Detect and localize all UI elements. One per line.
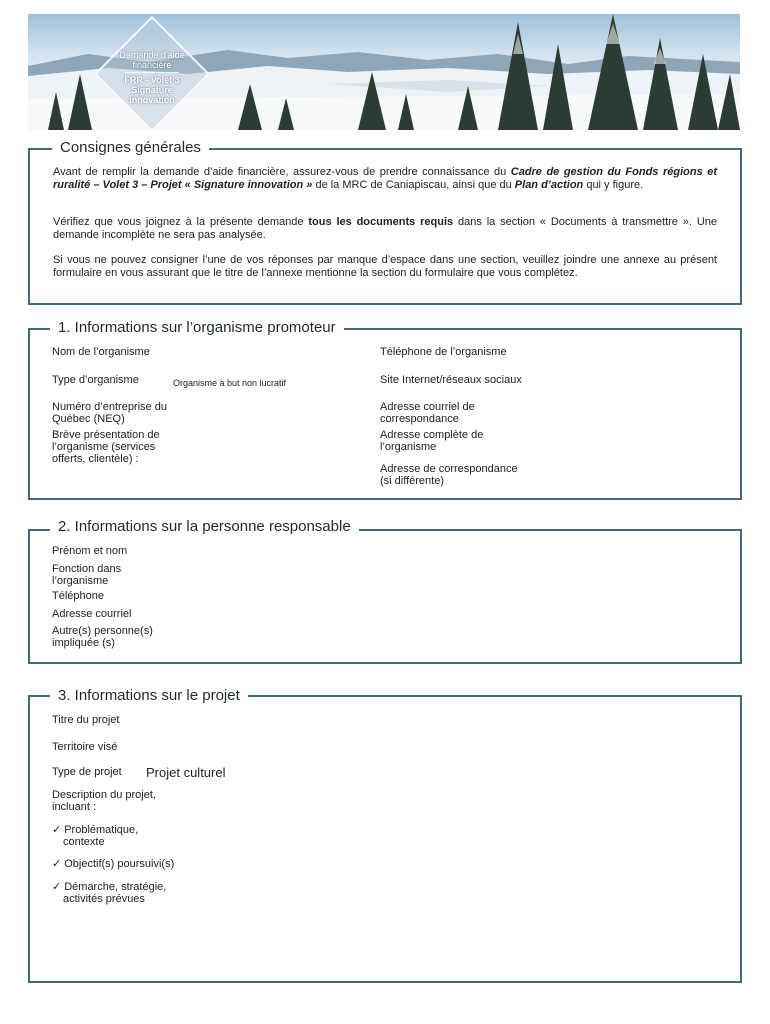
consignes-paragraph-3: Si vous ne pouvez consigner l’une de vos réponses par manque d’espace dans une section, veuillez joindre une annexe au présent formulaire en vous assurant que le titre de l’annexe mentionne la section du formulaire que vous complétez.	[53, 254, 717, 279]
section2-title: 2. Informations sur la personne responsable	[50, 518, 359, 535]
label-adresse-courriel: Adresse courriel	[52, 608, 132, 620]
label-fonction: Fonction dans l’organisme	[52, 563, 122, 587]
section1-title: 1. Informations sur l’organisme promoteur	[50, 319, 344, 336]
type-projet-select[interactable]: Projet culturel	[146, 765, 226, 780]
consignes-paragraph-2: Vérifiez que vous joignez à la présente demande tous les documents requis dans la section « Documents à transmettre ». Une demande incomplète ne sera pas analysée.	[53, 216, 717, 241]
label-titre-projet: Titre du projet	[52, 714, 120, 726]
label-telephone: Téléphone	[52, 590, 104, 602]
label-courriel-correspondance: Adresse courriel de correspondance	[380, 401, 475, 425]
badge-line3: FRR - Volet 3	[124, 75, 180, 85]
label-breve-presentation: Brève présentation de l’organisme (services offerts, clientèle) :	[52, 429, 160, 465]
label-site-internet: Site Internet/réseaux sociaux	[380, 374, 522, 386]
label-neq: Numéro d’entreprise du Québec (NEQ)	[52, 401, 167, 425]
label-adresse-correspondance: Adresse de correspondance (si différente)	[380, 463, 518, 487]
label-description-projet: Description du projet, incluant :	[52, 789, 156, 813]
label-type-organisme: Type d’organisme	[52, 374, 139, 386]
badge-line1: Demande d'aide	[119, 50, 185, 60]
label-telephone-organisme: Téléphone de l’organisme	[380, 346, 507, 358]
label-autres-personnes: Autre(s) personne(s) impliquée (s)	[52, 625, 153, 649]
badge-line5: innovation	[129, 95, 175, 105]
consignes-title: Consignes générales	[52, 139, 209, 156]
label-nom-organisme: Nom de l’organisme	[52, 346, 150, 358]
label-type-projet: Type de projet	[52, 766, 122, 778]
label-adresse-complete: Adresse complète de l’organisme	[380, 429, 484, 453]
label-prenom-nom: Prénom et nom	[52, 545, 128, 557]
checklist-demarche: ✓ Démarche, stratégie, activités prévues	[52, 881, 166, 905]
header-banner	[28, 14, 740, 130]
label-territoire-vise: Territoire visé	[52, 741, 118, 753]
consignes-paragraph-1: Avant de remplir la demande d’aide financière, assurez-vous de prendre connaissance du Cadre de gestion du Fonds régions et ruralité – Volet 3 – Projet « Signature innovation » de la MRC de Caniapiscau, ainsi que du Plan d’action qui y figure.	[53, 166, 717, 191]
type-organisme-select[interactable]: Organisme à but non lucratif	[173, 378, 287, 388]
checklist-problematique: ✓ Problématique, contexte	[52, 824, 138, 848]
badge-line2: financière	[132, 60, 172, 70]
badge-line4: Signature	[131, 85, 173, 95]
checklist-objectifs: ✓ Objectif(s) poursuivi(s)	[52, 858, 174, 870]
section3-title: 3. Informations sur le projet	[50, 687, 248, 704]
program-badge	[85, 18, 219, 130]
